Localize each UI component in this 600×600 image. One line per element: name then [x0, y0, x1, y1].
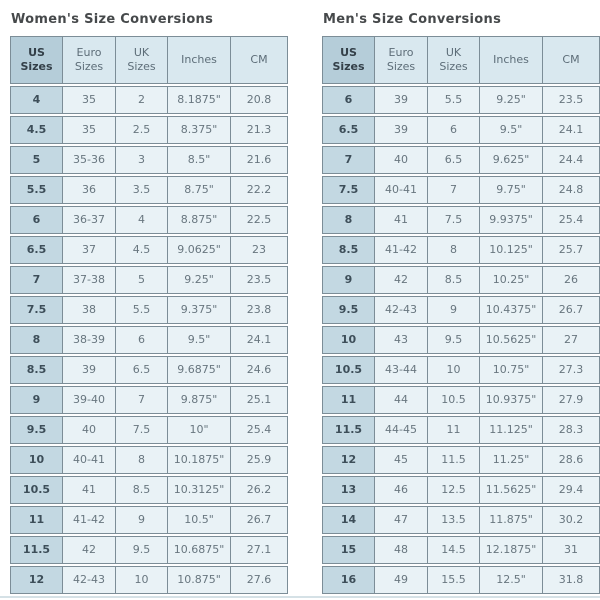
- table-cell: 10.5: [428, 387, 480, 413]
- table-row: [322, 266, 600, 294]
- table-cell: 44-45: [375, 417, 428, 443]
- table-cell: 9.625": [480, 147, 543, 173]
- table-cell: 4.5: [116, 237, 168, 263]
- table-cell: 37: [63, 237, 116, 263]
- table-cell: 8.375": [168, 117, 231, 143]
- table-cell: 39-40: [63, 387, 116, 413]
- table-cell: 25.9: [231, 447, 287, 473]
- table-cell: 43: [375, 327, 428, 353]
- table-cell: 41-42: [375, 237, 428, 263]
- table-cell: 7.5: [116, 417, 168, 443]
- table-cell: 6.5: [428, 147, 480, 173]
- us-size-cell: 6.5: [11, 237, 63, 263]
- table-cell: 27.3: [543, 357, 599, 383]
- table-cell: 21.6: [231, 147, 287, 173]
- table-cell: 26.7: [543, 297, 599, 323]
- table-cell: 9.875": [168, 387, 231, 413]
- us-size-cell: 8: [323, 207, 375, 233]
- table-cell: 43-44: [375, 357, 428, 383]
- header-cell: CM: [543, 37, 599, 83]
- table-cell: 9.25": [480, 87, 543, 113]
- header-cell: US Sizes: [11, 37, 63, 83]
- us-size-cell: 9.5: [11, 417, 63, 443]
- us-size-cell: 4: [11, 87, 63, 113]
- table-row: [10, 206, 288, 234]
- table-row: [10, 536, 288, 564]
- table-row: [10, 296, 288, 324]
- table-cell: 28.3: [543, 417, 599, 443]
- us-size-cell: 10.5: [11, 477, 63, 503]
- table-cell: 42: [375, 267, 428, 293]
- table-cell: 10.875": [168, 567, 231, 593]
- table-cell: 11.125": [480, 417, 543, 443]
- table-cell: 29.4: [543, 477, 599, 503]
- table-cell: 9.5": [168, 327, 231, 353]
- table-cell: 24.8: [543, 177, 599, 203]
- table-cell: 47: [375, 507, 428, 533]
- table-cell: 37-38: [63, 267, 116, 293]
- us-size-cell: 10: [11, 447, 63, 473]
- table-row: [322, 116, 600, 144]
- table-header-row: [322, 36, 600, 84]
- table-cell: 4: [116, 207, 168, 233]
- table-cell: 7: [428, 177, 480, 203]
- us-size-cell: 7.5: [11, 297, 63, 323]
- table-cell: 31: [543, 537, 599, 563]
- table-cell: 2.5: [116, 117, 168, 143]
- us-size-cell: 9: [11, 387, 63, 413]
- table-cell: 10.9375": [480, 387, 543, 413]
- table-cell: 15.5: [428, 567, 480, 593]
- table-cell: 8.5: [428, 267, 480, 293]
- table-cell: 35: [63, 117, 116, 143]
- table-cell: 9: [116, 507, 168, 533]
- table-cell: 22.2: [231, 177, 287, 203]
- table-cell: 27.1: [231, 537, 287, 563]
- table-row: [10, 116, 288, 144]
- table-row: [322, 296, 600, 324]
- table-cell: 11.25": [480, 447, 543, 473]
- table-cell: 41-42: [63, 507, 116, 533]
- table-cell: 49: [375, 567, 428, 593]
- table-cell: 44: [375, 387, 428, 413]
- us-size-cell: 8: [11, 327, 63, 353]
- us-size-cell: 8.5: [11, 357, 63, 383]
- table-row: [322, 146, 600, 174]
- table-row: [10, 506, 288, 534]
- table-row: [322, 206, 600, 234]
- table-cell: 38: [63, 297, 116, 323]
- table-cell: 27.9: [543, 387, 599, 413]
- table-cell: 10: [428, 357, 480, 383]
- table-cell: 46: [375, 477, 428, 503]
- table-cell: 9: [428, 297, 480, 323]
- table-cell: 39: [63, 357, 116, 383]
- us-size-cell: 10: [323, 327, 375, 353]
- table-cell: 25.4: [231, 417, 287, 443]
- table-row: [322, 566, 600, 594]
- table-cell: 8: [116, 447, 168, 473]
- table-row: [10, 86, 288, 114]
- us-size-cell: 14: [323, 507, 375, 533]
- table-cell: 9.5: [116, 537, 168, 563]
- table-cell: 39: [375, 117, 428, 143]
- table-cell: 13.5: [428, 507, 480, 533]
- table-cell: 31.8: [543, 567, 599, 593]
- table-cell: 10.5625": [480, 327, 543, 353]
- table-cell: 35-36: [63, 147, 116, 173]
- us-size-cell: 8.5: [323, 237, 375, 263]
- table-row: [10, 236, 288, 264]
- table-cell: 10.1875": [168, 447, 231, 473]
- table-row: [322, 446, 600, 474]
- table-cell: 26.7: [231, 507, 287, 533]
- table-cell: 10.3125": [168, 477, 231, 503]
- table-cell: 12.5": [480, 567, 543, 593]
- us-size-cell: 7.5: [323, 177, 375, 203]
- table-row: [322, 86, 600, 114]
- table-row: [322, 476, 600, 504]
- table-cell: 11.5: [428, 447, 480, 473]
- table-cell: 10.6875": [168, 537, 231, 563]
- bottom-divider: [0, 596, 600, 598]
- table-cell: 36-37: [63, 207, 116, 233]
- table-cell: 30.2: [543, 507, 599, 533]
- table-cell: 6: [116, 327, 168, 353]
- table-cell: 10.125": [480, 237, 543, 263]
- table-cell: 10": [168, 417, 231, 443]
- table-cell: 9.25": [168, 267, 231, 293]
- mens-size-section: [322, 12, 600, 596]
- table-cell: 9.9375": [480, 207, 543, 233]
- table-cell: 9.75": [480, 177, 543, 203]
- table-cell: 8.5": [168, 147, 231, 173]
- table-cell: 7: [116, 387, 168, 413]
- table-cell: 42: [63, 537, 116, 563]
- us-size-cell: 11: [11, 507, 63, 533]
- table-cell: 20.8: [231, 87, 287, 113]
- table-cell: 40-41: [63, 447, 116, 473]
- table-cell: 36: [63, 177, 116, 203]
- us-size-cell: 5.5: [11, 177, 63, 203]
- table-row: [10, 266, 288, 294]
- table-cell: 8.5: [116, 477, 168, 503]
- table-cell: 24.4: [543, 147, 599, 173]
- header-cell: Euro Sizes: [63, 37, 116, 83]
- table-cell: 35: [63, 87, 116, 113]
- us-size-cell: 10.5: [323, 357, 375, 383]
- table-row: [10, 356, 288, 384]
- table-cell: 2: [116, 87, 168, 113]
- mens-table-title: Men's Size Conversions: [323, 12, 502, 27]
- table-cell: 10.25": [480, 267, 543, 293]
- table-row: [10, 566, 288, 594]
- header-cell: Inches: [168, 37, 231, 83]
- table-cell: 41: [375, 207, 428, 233]
- table-cell: 22.5: [231, 207, 287, 233]
- table-row: [10, 326, 288, 354]
- us-size-cell: 7: [11, 267, 63, 293]
- table-row: [322, 356, 600, 384]
- table-cell: 25.7: [543, 237, 599, 263]
- table-cell: 11.5625": [480, 477, 543, 503]
- table-cell: 9.6875": [168, 357, 231, 383]
- table-cell: 42-43: [63, 567, 116, 593]
- table-cell: 40: [63, 417, 116, 443]
- table-row: [322, 326, 600, 354]
- header-cell: Inches: [480, 37, 543, 83]
- table-cell: 28.6: [543, 447, 599, 473]
- table-cell: 23.5: [543, 87, 599, 113]
- table-cell: 27.6: [231, 567, 287, 593]
- table-cell: 40: [375, 147, 428, 173]
- table-cell: 24.1: [231, 327, 287, 353]
- us-size-cell: 9: [323, 267, 375, 293]
- table-header-row: [10, 36, 288, 84]
- table-row: [10, 176, 288, 204]
- table-cell: 23.5: [231, 267, 287, 293]
- us-size-cell: 16: [323, 567, 375, 593]
- table-cell: 21.3: [231, 117, 287, 143]
- table-cell: 3.5: [116, 177, 168, 203]
- table-cell: 41: [63, 477, 116, 503]
- table-cell: 5.5: [428, 87, 480, 113]
- table-cell: 6: [428, 117, 480, 143]
- table-cell: 12.5: [428, 477, 480, 503]
- us-size-cell: 4.5: [11, 117, 63, 143]
- table-row: [10, 146, 288, 174]
- table-cell: 25.1: [231, 387, 287, 413]
- table-row: [10, 386, 288, 414]
- table-cell: 8.75": [168, 177, 231, 203]
- table-cell: 14.5: [428, 537, 480, 563]
- us-size-cell: 7: [323, 147, 375, 173]
- table-cell: 9.5: [428, 327, 480, 353]
- header-cell: UK Sizes: [116, 37, 168, 83]
- table-row: [322, 176, 600, 204]
- us-size-cell: 11.5: [11, 537, 63, 563]
- us-size-cell: 5: [11, 147, 63, 173]
- table-cell: 26: [543, 267, 599, 293]
- table-cell: 11.875": [480, 507, 543, 533]
- us-size-cell: 12: [11, 567, 63, 593]
- table-cell: 8.1875": [168, 87, 231, 113]
- header-cell: Euro Sizes: [375, 37, 428, 83]
- table-cell: 24.1: [543, 117, 599, 143]
- table-row: [10, 446, 288, 474]
- table-cell: 12.1875": [480, 537, 543, 563]
- table-cell: 10.4375": [480, 297, 543, 323]
- table-cell: 8.875": [168, 207, 231, 233]
- header-cell: CM: [231, 37, 287, 83]
- header-cell: US Sizes: [323, 37, 375, 83]
- table-cell: 45: [375, 447, 428, 473]
- table-cell: 9.5": [480, 117, 543, 143]
- table-cell: 6.5: [116, 357, 168, 383]
- mens-size-table: [322, 36, 600, 594]
- table-cell: 5.5: [116, 297, 168, 323]
- us-size-cell: 6: [323, 87, 375, 113]
- table-row: [322, 506, 600, 534]
- table-cell: 11: [428, 417, 480, 443]
- us-size-cell: 13: [323, 477, 375, 503]
- us-size-cell: 6.5: [323, 117, 375, 143]
- header-cell: UK Sizes: [428, 37, 480, 83]
- table-row: [322, 236, 600, 264]
- table-cell: 39: [375, 87, 428, 113]
- table-row: [322, 536, 600, 564]
- us-size-cell: 9.5: [323, 297, 375, 323]
- table-cell: 7.5: [428, 207, 480, 233]
- table-cell: 23.8: [231, 297, 287, 323]
- table-cell: 26.2: [231, 477, 287, 503]
- table-row: [10, 416, 288, 444]
- womens-size-section: [10, 12, 288, 596]
- table-row: [10, 476, 288, 504]
- us-size-cell: 6: [11, 207, 63, 233]
- table-cell: 10: [116, 567, 168, 593]
- table-cell: 40-41: [375, 177, 428, 203]
- table-cell: 38-39: [63, 327, 116, 353]
- table-row: [322, 416, 600, 444]
- table-cell: 24.6: [231, 357, 287, 383]
- table-cell: 10.75": [480, 357, 543, 383]
- womens-size-table: [10, 36, 288, 594]
- womens-table-title: Women's Size Conversions: [11, 12, 214, 27]
- table-cell: 8: [428, 237, 480, 263]
- table-cell: 3: [116, 147, 168, 173]
- table-cell: 10.5": [168, 507, 231, 533]
- table-cell: 42-43: [375, 297, 428, 323]
- us-size-cell: 12: [323, 447, 375, 473]
- us-size-cell: 11: [323, 387, 375, 413]
- us-size-cell: 15: [323, 537, 375, 563]
- table-row: [322, 386, 600, 414]
- table-cell: 23: [231, 237, 287, 263]
- table-cell: 5: [116, 267, 168, 293]
- table-cell: 27: [543, 327, 599, 353]
- us-size-cell: 11.5: [323, 417, 375, 443]
- table-cell: 48: [375, 537, 428, 563]
- table-cell: 25.4: [543, 207, 599, 233]
- table-cell: 9.0625": [168, 237, 231, 263]
- table-cell: 9.375": [168, 297, 231, 323]
